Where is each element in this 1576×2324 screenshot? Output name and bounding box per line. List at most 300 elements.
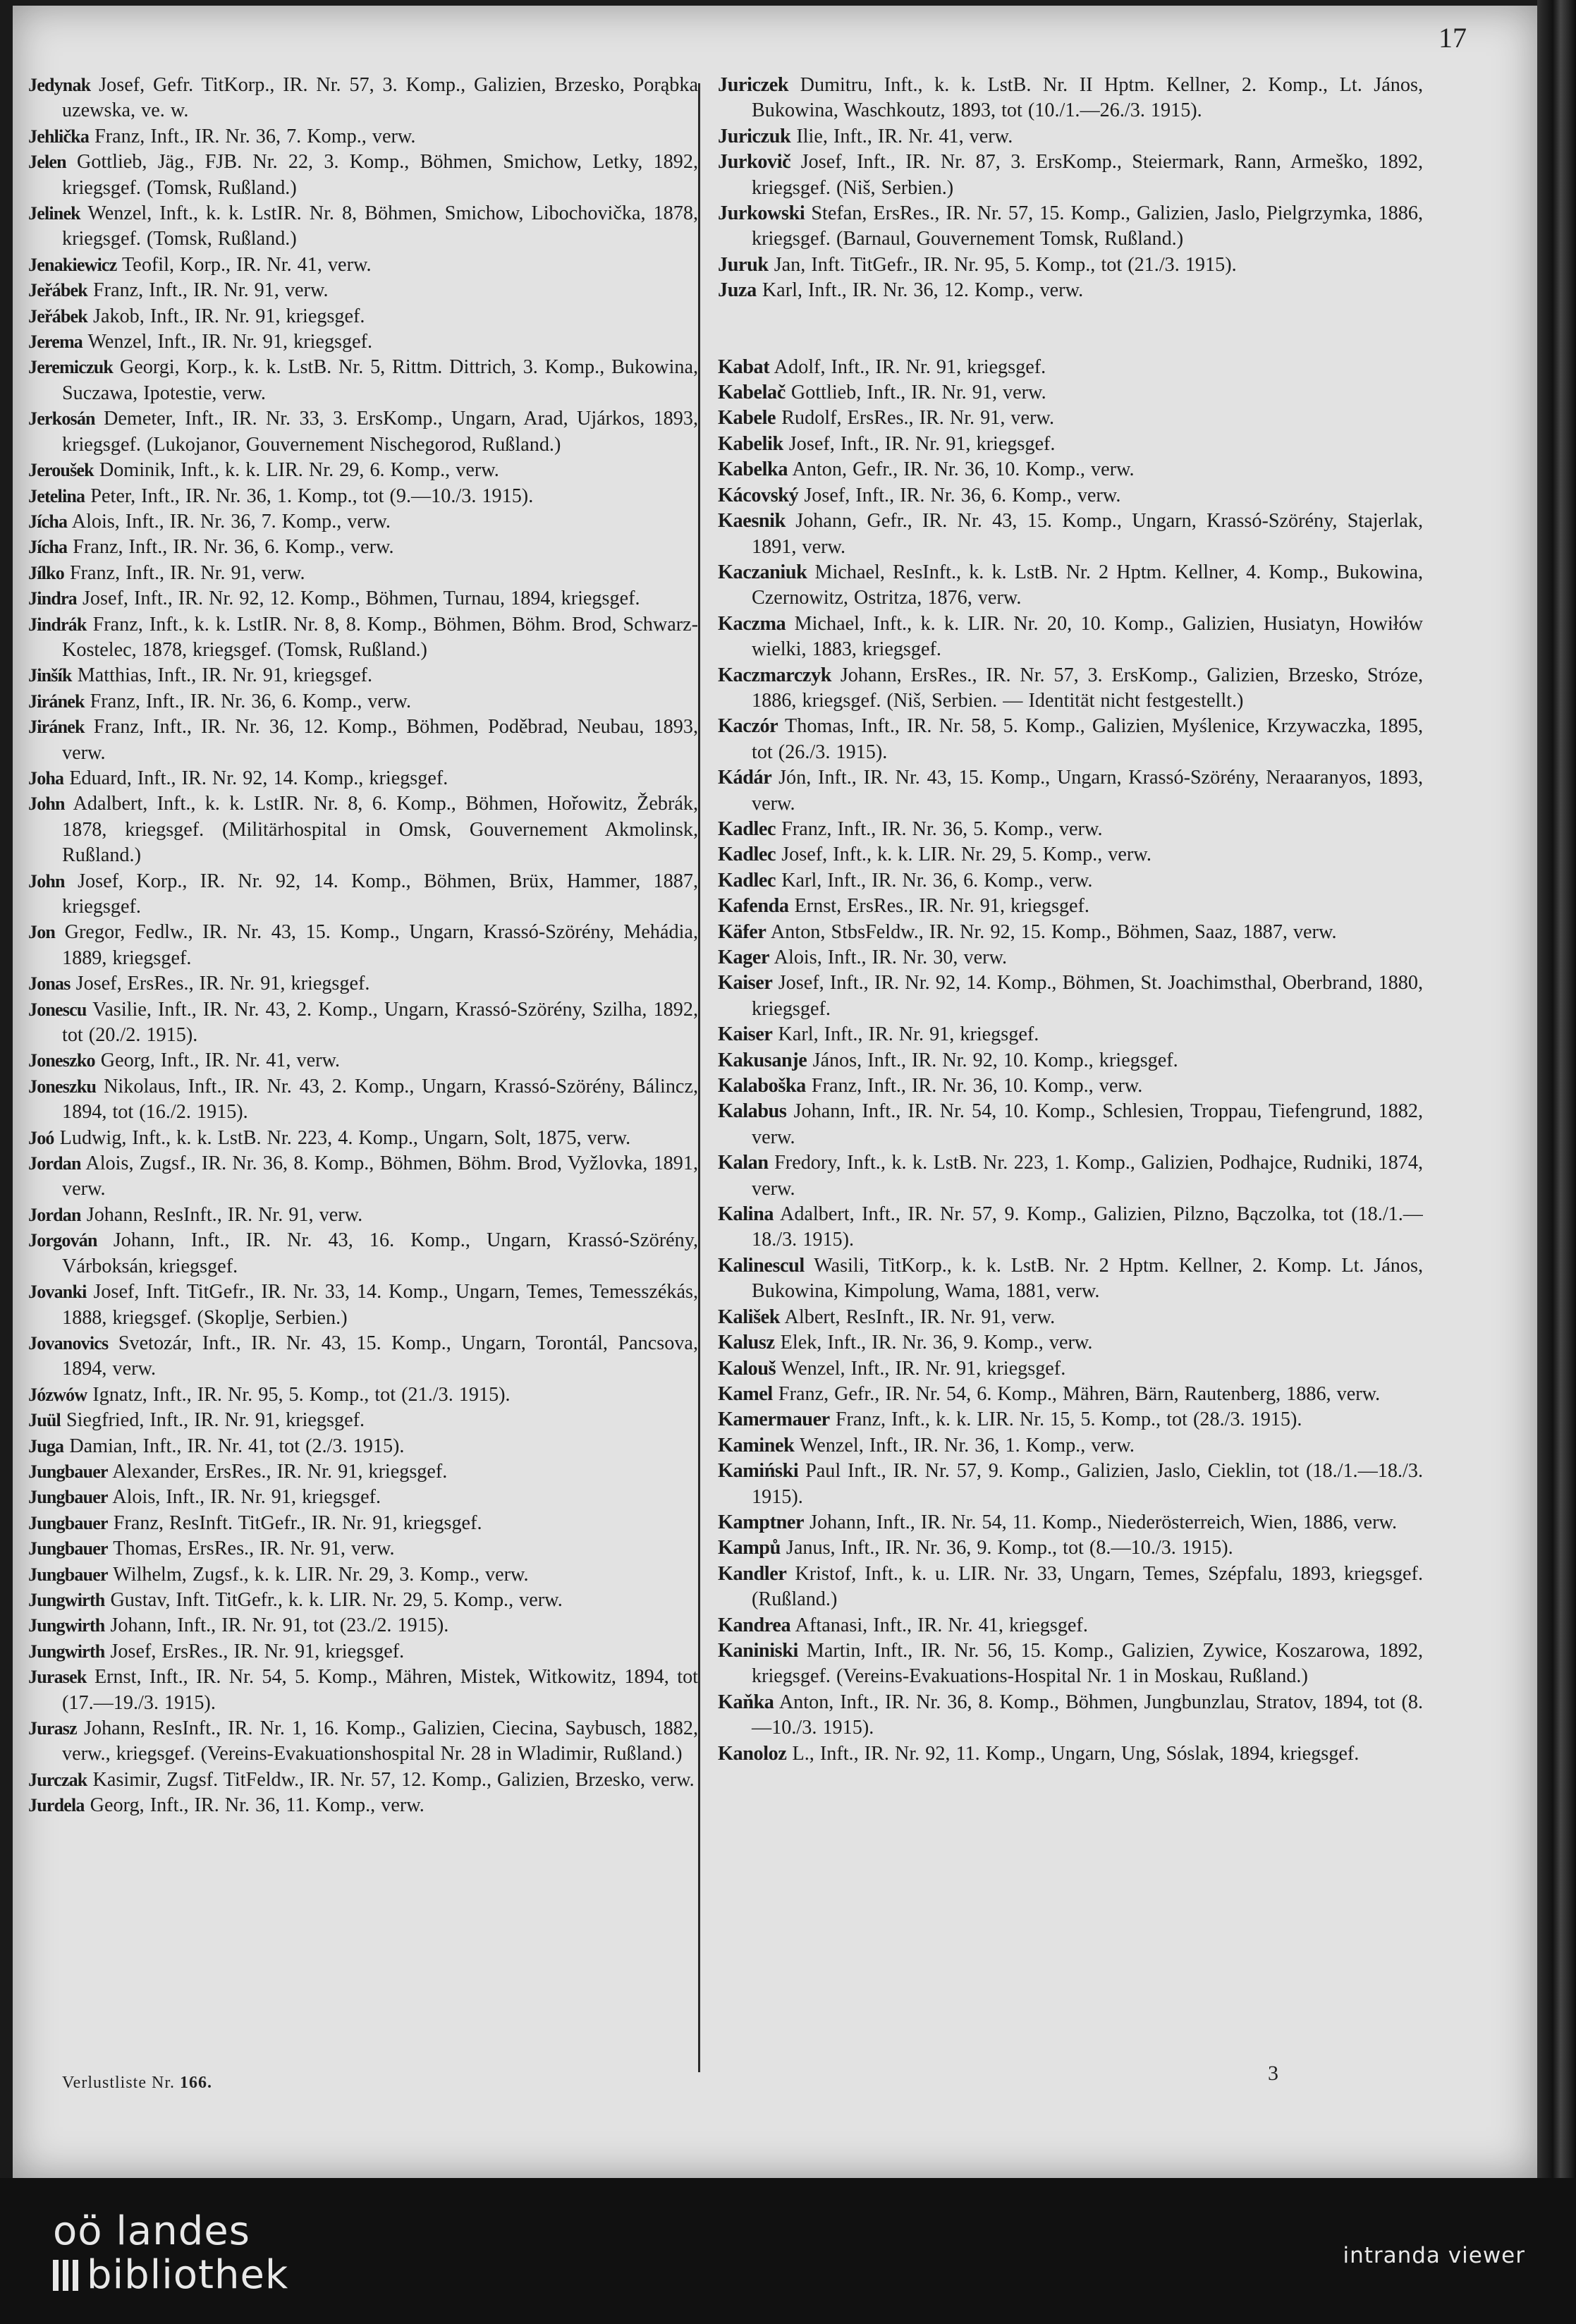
entry-details: Wasili, TitKorp., k. k. LstB. Nr. 2 Hptm. Kellner, 2. Komp. Lt. János, Bukowina, Kimpolung, Wama, 1881, verw.	[752, 1254, 1423, 1303]
entry-surname: Juül	[28, 1410, 61, 1431]
entry-surname: Käfer	[718, 920, 766, 943]
list-entry	[28, 1459, 698, 1485]
list-entry	[28, 458, 698, 483]
entry-surname: Kabat	[718, 355, 770, 378]
entry-details: János, Inft., IR. Nr. 92, 10. Komp., kriegsgef.	[807, 1049, 1178, 1071]
list-entry	[28, 791, 698, 868]
scanned-page	[13, 6, 1537, 2178]
entry-surname: Kaczór	[718, 715, 778, 738]
list-entry	[718, 432, 1423, 457]
list-entry	[718, 355, 1423, 380]
entry-surname: Kadlec	[718, 869, 776, 892]
entry-details: Franz, Inft., k. k. LIR. Nr. 15, 5. Komp., tot (28./3. 1915).	[829, 1409, 1302, 1431]
entry-details: Ernst, ErsRes., IR. Nr. 91, kriegsgef.	[788, 895, 1089, 918]
entry-details: Josef, Inft., IR. Nr. 87, 3. ErsKomp., Steiermark, Rann, Armeško, 1892, kriegsgef. (Niš, Serbien.)	[752, 151, 1423, 199]
list-entry	[718, 842, 1423, 868]
list-entry	[718, 1535, 1423, 1561]
entry-details: Georgi, Korp., k. k. LstB. Nr. 5, Rittm. Dittrich, 3. Komp., Bukowina, Suczawa, Ipotestie, verw.	[62, 356, 698, 404]
footer-list-number	[62, 2074, 212, 2093]
entry-surname: Jetelina	[28, 485, 85, 506]
list-entry	[28, 1126, 698, 1151]
entry-details: Kristof, Inft., k. u. LIR. Nr. 33, Ungarn, Temes, Szépfalu, 1893, kriegsgef. (Rußland.)	[752, 1562, 1423, 1611]
entry-surname: Jungwirth	[28, 1615, 105, 1636]
list-entry	[28, 509, 698, 535]
list-entry	[28, 1074, 698, 1126]
list-entry	[28, 1151, 698, 1203]
list-entry	[718, 1638, 1423, 1690]
entry-surname: Jungwirth	[28, 1641, 105, 1662]
entry-surname: Jeremiczuk	[28, 357, 114, 378]
entry-details: Gottlieb, Inft., IR. Nr. 91, verw.	[785, 382, 1046, 404]
entry-surname: Kadlec	[718, 817, 776, 840]
list-entry	[718, 945, 1423, 971]
entry-details: Johann, Inft., IR. Nr. 54, 10. Komp., Schlesien, Troppau, Tiefengrund, 1882, verw.	[752, 1100, 1423, 1148]
page-number: 17	[1438, 22, 1467, 54]
entry-details: Aftanasi, Inft., IR. Nr. 41, kriegsgef.	[790, 1614, 1088, 1636]
entry-details: Josef, Inft., IR. Nr. 36, 6. Komp., verw.	[798, 484, 1121, 506]
entry-surname: Kalabus	[718, 1100, 787, 1123]
entry-details: Franz, Inft., IR. Nr. 36, 12. Komp., Böhmen, Poděbrad, Neubau, 1893, verw.	[62, 716, 698, 764]
entry-details: Kasimir, Zugsf. TitFeldw., IR. Nr. 57, 12. Komp., Galizien, Brzesko, verw.	[87, 1768, 695, 1791]
entry-details: Josef, ErsRes., IR. Nr. 91, kriegsgef.	[70, 973, 370, 995]
entry-surname: Juruk	[718, 253, 769, 276]
entry-surname: Jungbauer	[28, 1487, 108, 1508]
list-entry	[28, 1536, 698, 1562]
entry-surname: Jindra	[28, 588, 77, 609]
list-entry	[28, 1511, 698, 1536]
list-entry	[28, 484, 698, 509]
logo-line2-row	[53, 2253, 288, 2297]
entry-surname: Kamptner	[718, 1511, 805, 1533]
entry-surname: Jungbauer	[28, 1538, 108, 1559]
entry-details: Elek, Inft., IR. Nr. 36, 9. Komp., verw.	[774, 1332, 1093, 1354]
entry-surname: John	[28, 870, 65, 892]
list-entry	[718, 1562, 1423, 1613]
entry-details: Josef, Inft., IR. Nr. 91, kriegsgef.	[783, 432, 1056, 455]
entry-surname: Kaesnik	[718, 510, 786, 533]
entry-details: Johann, Inft., IR. Nr. 54, 11. Komp., Niederösterreich, Wien, 1886, verw.	[804, 1511, 1398, 1533]
entry-surname: Kager	[718, 947, 770, 968]
entry-details: Georg, Inft., IR. Nr. 36, 11. Komp., verw.	[84, 1794, 424, 1817]
entry-details: Michael, ResInft., k. k. LstB. Nr. 2 Hptm. Kellner, 4. Komp., Bukowina, Czernowitz, Ostritza, 1876, verw.	[752, 561, 1423, 609]
list-entry	[28, 253, 698, 278]
viewer-label[interactable]: intranda viewer	[1343, 2243, 1525, 2268]
entry-surname: Jovanki	[28, 1282, 87, 1303]
list-entry	[718, 380, 1423, 406]
entry-surname: Juriczek	[718, 74, 789, 96]
entry-details: Franz, ResInft. TitGefr., IR. Nr. 91, kriegsgef.	[107, 1511, 482, 1534]
entry-surname: Joneszku	[28, 1076, 97, 1097]
list-entry	[718, 1073, 1423, 1099]
entry-details: Josef, ErsRes., IR. Nr. 91, kriegsgef.	[104, 1640, 405, 1662]
list-entry	[718, 1613, 1423, 1638]
entry-details: Georg, Inft., IR. Nr. 41, verw.	[94, 1050, 341, 1072]
list-entry	[28, 535, 698, 560]
entry-surname: Kádár	[718, 767, 772, 789]
entry-surname: Jon	[28, 922, 56, 943]
column-divider	[698, 83, 700, 2072]
footer-nr-label: Nr.	[152, 2074, 175, 2092]
entry-details: Paul Inft., IR. Nr. 57, 9. Komp., Galizien, Jaslo, Cieklin, tot (18./1.—18./3. 1915).	[752, 1460, 1423, 1508]
entry-details: Teofil, Korp., IR. Nr. 41, verw.	[116, 253, 372, 276]
entry-surname: Kalaboška	[718, 1075, 806, 1097]
entry-surname: Jurczak	[28, 1769, 87, 1790]
list-entry	[718, 457, 1423, 482]
entry-details: Ilie, Inft., IR. Nr. 41, verw.	[790, 125, 1013, 147]
footer-nr: 166.	[180, 2074, 212, 2092]
entry-details: Ernst, Inft., IR. Nr. 54, 5. Komp., Mähren, Mistek, Witkowitz, 1894, tot (17.—19./3. 1915).	[62, 1666, 698, 1714]
entry-surname: Kalan	[718, 1152, 769, 1174]
entry-surname: Kabelač	[718, 382, 786, 404]
entry-surname: Kampů	[718, 1537, 781, 1559]
entry-surname: Jovanovics	[28, 1332, 109, 1353]
entry-surname: Kališek	[718, 1306, 781, 1328]
entry-details: Karl, Inft., IR. Nr. 36, 12. Komp., verw.	[756, 279, 1084, 302]
entry-details: Franz, Inft., k. k. LstIR. Nr. 8, 8. Komp., Böhmen, Böhm. Brod, Schwarz-Kostelec, 1878, kriegsgef. (Tomsk, Rußland.)	[62, 613, 698, 661]
entry-surname: Kaniniski	[718, 1639, 798, 1662]
entry-surname: Kaiser	[718, 1023, 773, 1046]
entry-surname: Juza	[718, 279, 757, 302]
entry-surname: Jonescu	[28, 999, 87, 1020]
list-entry	[718, 765, 1423, 817]
entry-surname: Jungbauer	[28, 1461, 108, 1482]
entry-details: Karl, Inft., IR. Nr. 91, kriegsgef.	[772, 1023, 1039, 1046]
entry-surname: Kabele	[718, 407, 776, 430]
entry-details: Anton, Gefr., IR. Nr. 36, 10. Komp., verw.	[788, 458, 1135, 481]
list-entry	[28, 1408, 698, 1433]
entry-surname: Kadlec	[718, 844, 776, 866]
list-entry	[718, 1099, 1423, 1150]
list-entry	[718, 1022, 1423, 1047]
entry-surname: Joó	[28, 1127, 54, 1148]
entry-details: Gregor, Fedlw., IR. Nr. 43, 15. Komp., Ungarn, Krassó-Szörény, Mehádia, 1889, kriegsgef.	[55, 921, 698, 969]
entry-details: Wenzel, Inft., IR. Nr. 91, kriegsgef.	[83, 331, 373, 353]
list-entry	[718, 509, 1423, 560]
list-entry	[28, 663, 698, 688]
list-entry	[28, 766, 698, 791]
entry-details: Franz, Gefr., IR. Nr. 54, 6. Komp., Mähren, Bärn, Rautenberg, 1886, verw.	[772, 1382, 1381, 1405]
list-entry	[718, 1305, 1423, 1330]
entry-surname: Kalouš	[718, 1357, 776, 1380]
list-entry	[28, 1716, 698, 1768]
entry-details: Eduard, Inft., IR. Nr. 92, 14. Komp., kriegsgef.	[63, 767, 448, 789]
entry-details: Alois, Inft., IR. Nr. 30, verw.	[769, 947, 1008, 968]
list-entry	[28, 612, 698, 664]
entry-surname: Jeřábek	[28, 280, 87, 301]
entry-details: Fredory, Inft., k. k. LstB. Nr. 223, 1. Komp., Galizien, Podhajce, Rudniki, 1874, verw.	[752, 1152, 1423, 1200]
entry-details: Adalbert, Inft., IR. Nr. 57, 9. Komp., Galizien, Pilzno, Bączolka, tot (18./1.—18./3. 1915).	[752, 1203, 1423, 1251]
logo-line1: oö landes	[53, 2208, 250, 2254]
list-entry	[28, 689, 698, 714]
entry-details: Johann, ErsRes., IR. Nr. 57, 3. ErsKomp., Galizien, Brzesko, Stróze, 1886, kriegsgef. (Niš, Serbien. — Identität nicht festgestellt.)	[752, 664, 1423, 712]
entry-details: Wenzel, Inft., IR. Nr. 36, 1. Komp., verw.	[794, 1434, 1135, 1456]
list-entry	[718, 894, 1423, 919]
list-entry	[718, 817, 1423, 842]
entry-details: Dominik, Inft., k. k. LIR. Nr. 29, 6. Komp., verw.	[93, 459, 499, 482]
entry-details: Jón, Inft., IR. Nr. 43, 15. Komp., Ungarn, Krassó-Szörény, Neraaranyos, 1893, verw.	[752, 767, 1423, 815]
entry-surname: Jungbauer	[28, 1512, 108, 1533]
entry-surname: Józwów	[28, 1384, 87, 1405]
list-entry	[718, 560, 1423, 612]
entry-details: Stefan, ErsRes., IR. Nr. 57, 15. Komp., Galizien, Jaslo, Pielgrzymka, 1886, kriegsgef. (Barnaul, Gouvernement Tomsk, Rußland.)	[752, 202, 1423, 250]
entry-details: Nikolaus, Inft., IR. Nr. 43, 2. Komp., Ungarn, Krassó-Szörény, Bálincz, 1894, tot (16./2. 1915).	[62, 1075, 698, 1124]
entry-surname: Kaminek	[718, 1434, 795, 1456]
list-entry	[718, 1690, 1423, 1741]
entry-surname: Kamel	[718, 1382, 773, 1405]
entry-details: Franz, Inft., IR. Nr. 91, verw.	[87, 279, 329, 302]
list-entry	[28, 714, 698, 766]
list-entry	[28, 406, 698, 458]
list-entry	[718, 1202, 1423, 1253]
entry-surname: Kamiński	[718, 1460, 799, 1483]
entry-details: Franz, Inft., IR. Nr. 36, 10. Komp., verw.	[805, 1075, 1143, 1097]
entry-details: Gottlieb, Jäg., FJB. Nr. 22, 3. Komp., Böhmen, Smichow, Letky, 1892, kriegsgef. (Tomsk, Rußland.)	[62, 151, 698, 199]
entry-surname: Jedynak	[28, 75, 91, 95]
entry-surname: Jiránek	[28, 690, 85, 712]
entry-surname: Kanoloz	[718, 1742, 787, 1765]
entry-details: Franz, Inft., IR. Nr. 36, 6. Komp., verw.	[84, 690, 411, 712]
list-entry	[28, 1768, 698, 1793]
entry-details: Damian, Inft., IR. Nr. 41, tot (2./3. 1915).	[63, 1435, 405, 1457]
entry-details: Johann, Inft., IR. Nr. 91, tot (23./2. 1915).	[104, 1614, 449, 1637]
entry-surname: Kácovský	[718, 484, 799, 506]
entry-surname: Jenakiewicz	[28, 254, 117, 275]
entry-surname: Kabelka	[718, 458, 788, 481]
left-column	[28, 73, 698, 2118]
list-entry	[718, 483, 1423, 509]
list-entry	[718, 1407, 1423, 1432]
logo-line2: bibliothek	[87, 2252, 289, 2298]
entry-surname: Joneszko	[28, 1050, 95, 1071]
list-entry	[718, 612, 1423, 663]
list-entry	[28, 124, 698, 150]
list-entry	[718, 663, 1423, 714]
entry-surname: Jonas	[28, 973, 71, 994]
entry-details: Anton, StbsFeldw., IR. Nr. 92, 15. Komp., Böhmen, Saaz, 1887, verw.	[766, 920, 1337, 943]
entry-surname: Kalusz	[718, 1332, 775, 1354]
list-entry	[28, 201, 698, 253]
list-entry	[718, 868, 1423, 894]
entry-surname: Kaczmarczyk	[718, 664, 832, 686]
signature-mark: 3	[1268, 2062, 1278, 2085]
entry-surname: Jehlička	[28, 126, 90, 147]
entry-surname: Kaňka	[718, 1691, 774, 1713]
entry-details: Josef, Inft., IR. Nr. 92, 12. Komp., Böhmen, Turnau, 1894, kriegsgef.	[76, 588, 640, 610]
entry-surname: Jurasz	[28, 1718, 77, 1739]
list-entry	[718, 971, 1423, 1022]
entry-details: Adalbert, Inft., k. k. LstIR. Nr. 8, 6. Komp., Böhmen, Hořowitz, Žebrák, 1878, kriegsgef. (Militärhospital in Omsk, Gouvernement Akmolinsk, Rußland.)	[62, 793, 698, 867]
list-entry	[718, 1356, 1423, 1382]
entry-details: Franz, Inft., IR. Nr. 36, 6. Komp., verw.	[67, 536, 394, 559]
entry-details: Rudolf, ErsRes., IR. Nr. 91, verw.	[776, 407, 1054, 430]
list-entry	[718, 1150, 1423, 1202]
list-entry	[28, 920, 698, 971]
entry-surname: Kalina	[718, 1203, 774, 1226]
list-entry	[718, 1048, 1423, 1073]
list-entry	[28, 1048, 698, 1073]
list-entry	[28, 329, 698, 355]
entry-details: Janus, Inft., IR. Nr. 36, 9. Komp., tot (8.—10./3. 1915).	[780, 1537, 1233, 1559]
list-entry	[718, 1510, 1423, 1535]
list-entry	[28, 1434, 698, 1459]
entry-details: Josef, Korp., IR. Nr. 92, 14. Komp., Böhmen, Brüx, Hammer, 1887, kriegsgef.	[62, 870, 698, 918]
entry-surname: Jiránek	[28, 717, 85, 738]
entry-surname: Jurdela	[28, 1795, 85, 1816]
entry-details: Matthias, Inft., IR. Nr. 91, kriegsgef.	[71, 664, 373, 687]
list-entry	[718, 150, 1423, 201]
entry-details: Johann, Gefr., IR. Nr. 43, 15. Komp., Ungarn, Krassó-Szörény, Stajerlak, 1891, verw.	[752, 510, 1423, 558]
list-entry	[28, 1665, 698, 1716]
entry-surname: Jeřábek	[28, 305, 87, 327]
entry-surname: Jeroušek	[28, 460, 94, 481]
list-entry	[718, 1382, 1423, 1407]
list-entry	[28, 278, 698, 303]
entry-details: Wenzel, Inft., IR. Nr. 91, kriegsgef.	[776, 1357, 1066, 1380]
entry-surname: Jerema	[28, 331, 83, 353]
entry-surname: Jurasek	[28, 1667, 87, 1688]
entry-details: Alois, Inft., IR. Nr. 91, kriegsgef.	[107, 1486, 381, 1509]
list-entry	[718, 278, 1423, 303]
entry-details: Johann, ResInft., IR. Nr. 1, 16. Komp., Galizien, Ciecina, Saybusch, 1882, verw., kriegsgef. (Vereins-Evakuationshospital Nr. 28 in Wladimir, Rußland.)	[62, 1717, 698, 1765]
list-entry	[718, 1433, 1423, 1459]
list-entry	[718, 201, 1423, 253]
entry-surname: Kandler	[718, 1562, 787, 1585]
entry-surname: Kalinescul	[718, 1254, 805, 1277]
entry-surname: Kabelik	[718, 432, 783, 455]
list-entry	[28, 1793, 698, 1818]
list-entry	[718, 1253, 1423, 1305]
list-entry	[28, 869, 698, 920]
entry-details: Johann, Inft., IR. Nr. 43, 16. Komp., Ungarn, Krassó-Szörény, Várboksán, kriegsgef.	[62, 1229, 698, 1277]
entry-details: Alois, Inft., IR. Nr. 36, 7. Komp., verw.	[67, 510, 391, 533]
list-entry	[718, 714, 1423, 765]
entry-surname: Kafenda	[718, 895, 789, 918]
entry-details: Ignatz, Inft., IR. Nr. 95, 5. Komp., tot (21./3. 1915).	[87, 1383, 511, 1406]
entry-details: Peter, Inft., IR. Nr. 36, 1. Komp., tot (9.—10./3. 1915).	[85, 485, 534, 507]
entry-surname: Jungwirth	[28, 1589, 105, 1610]
entry-details: Svetozár, Inft., IR. Nr. 43, 15. Komp., Ungarn, Torontál, Pancsova, 1894, verw.	[62, 1332, 698, 1380]
entry-details: Josef, Inft. TitGefr., IR. Nr. 33, 14. Komp., Ungarn, Temes, Temesszékás, 1888, kriegsgef. (Skoplje, Serbien.)	[62, 1281, 698, 1329]
entry-details: Jan, Inft. TitGefr., IR. Nr. 95, 5. Komp., tot (21./3. 1915).	[768, 253, 1237, 276]
list-entry	[718, 1330, 1423, 1356]
entry-surname: Kaiser	[718, 972, 773, 994]
entry-surname: Kamermauer	[718, 1409, 830, 1431]
entry-details: Siegfried, Inft., IR. Nr. 91, kriegsgef.	[60, 1409, 365, 1432]
entry-details: Wilhelm, Zugsf., k. k. LIR. Nr. 29, 3. Komp., verw.	[107, 1563, 529, 1586]
entry-surname: Juga	[28, 1435, 64, 1456]
entry-surname: Jílko	[28, 562, 64, 583]
entry-details: Thomas, Inft., IR. Nr. 58, 5. Komp., Galizien, Myślenice, Krzywaczka, 1895, tot (26./3. 1915).	[752, 715, 1423, 763]
entry-surname: Jurkovič	[718, 151, 791, 174]
list-entry	[28, 561, 698, 586]
right-column	[718, 73, 1423, 2118]
list-entry	[28, 1613, 698, 1638]
list-entry	[28, 1485, 698, 1510]
entry-details: Wenzel, Inft., k. k. LstIR. Nr. 8, Böhmen, Smichow, Libochovička, 1878, kriegsgef. (Tomsk, Rußland.)	[62, 202, 698, 250]
entry-surname: Jelinek	[28, 203, 80, 224]
entry-surname: John	[28, 793, 65, 815]
list-entry	[718, 406, 1423, 431]
list-entry	[28, 1331, 698, 1382]
list-entry	[28, 304, 698, 329]
entry-details: Ludwig, Inft., k. k. LstB. Nr. 223, 4. Komp., Ungarn, Solt, 1875, verw.	[54, 1126, 631, 1149]
list-entry	[28, 1562, 698, 1588]
list-entry	[28, 997, 698, 1049]
list-entry	[718, 1459, 1423, 1510]
entry-details: Franz, Inft., IR. Nr. 36, 5. Komp., verw.	[776, 817, 1103, 840]
list-entry	[718, 920, 1423, 945]
entry-surname: Juriczuk	[718, 125, 791, 147]
list-entry	[28, 355, 698, 406]
entry-details: Vasilie, Inft., IR. Nr. 43, 2. Komp., Ungarn, Krassó-Szörény, Szilha, 1892, tot (20./2. 1915).	[62, 998, 698, 1047]
list-entry	[28, 586, 698, 612]
entry-details: Michael, Inft., k. k. LIR. Nr. 20, 10. Komp., Galizien, Husiatyn, Howiłów wielki, 1883, kriegsgef.	[752, 612, 1423, 661]
footer-label: Verlustliste	[62, 2074, 147, 2092]
list-entry	[28, 971, 698, 997]
entry-details: Josef, Inft., k. k. LIR. Nr. 29, 5. Komp., verw.	[776, 844, 1152, 866]
entry-surname: Kaczaniuk	[718, 561, 807, 583]
entry-details: Martin, Inft., IR. Nr. 56, 15. Komp., Galizien, Zywice, Koszarowa, 1892, kriegsgef. (Vereins-Evakuations-Hospital Nr. 1 in Moskau, Rußland.)	[752, 1639, 1423, 1688]
entry-details: Josef, Inft., IR. Nr. 92, 14. Komp., Böhmen, St. Joachimsthal, Oberbrand, 1880, kriegsgef.	[752, 972, 1423, 1020]
entry-surname: Jordan	[28, 1204, 81, 1225]
list-entry	[28, 1279, 698, 1331]
entry-details: Karl, Inft., IR. Nr. 36, 6. Komp., verw.	[776, 869, 1093, 892]
entry-surname: Kakusanje	[718, 1049, 807, 1071]
entry-surname: Kaczma	[718, 612, 786, 635]
entry-surname: Jurkowski	[718, 202, 805, 225]
entry-details: Jakob, Inft., IR. Nr. 91, kriegsgef.	[87, 305, 365, 327]
entry-surname: Jícha	[28, 537, 68, 558]
entry-details: Franz, Inft., IR. Nr. 36, 7. Komp., verw.	[89, 125, 416, 147]
list-entry	[28, 1203, 698, 1228]
entry-details: Anton, Inft., IR. Nr. 36, 8. Komp., Böhmen, Jungbunzlau, Stratov, 1894, tot (8.—10./3. 1915).	[752, 1691, 1423, 1739]
entry-surname: Jindrák	[28, 614, 87, 635]
entry-surname: Joha	[28, 767, 64, 789]
entry-surname: Jerkosán	[28, 408, 95, 430]
entry-details: Adolf, Inft., IR. Nr. 91, kriegsgef.	[769, 355, 1046, 378]
entry-surname: Jelen	[28, 152, 66, 173]
entry-details: Dumitru, Inft., k. k. LstB. Nr. II Hptm. Kellner, 2. Komp., Lt. János, Bukowina, Waschkoutz, 1893, tot (10./1.—26./3. 1915).	[752, 74, 1423, 122]
logo-bars-icon	[53, 2260, 78, 2291]
list-entry	[28, 1228, 698, 1279]
entry-surname: Jungbauer	[28, 1564, 108, 1585]
entry-details: Alois, Zugsf., IR. Nr. 36, 8. Komp., Böhmen, Böhm. Brod, Vyžlovka, 1891, verw.	[62, 1152, 698, 1200]
list-entry	[718, 1741, 1423, 1767]
entry-details: Alexander, ErsRes., IR. Nr. 91, kriegsgef.	[107, 1460, 448, 1483]
list-entry	[718, 73, 1423, 124]
entry-details: Josef, Gefr. TitKorp., IR. Nr. 57, 3. Komp., Galizien, Brzesko, Porąbka uzewska, ve. w.	[62, 74, 698, 122]
library-logo[interactable]	[53, 2210, 288, 2297]
list-entry	[28, 73, 698, 124]
list-entry	[28, 150, 698, 201]
entry-surname: Jorgován	[28, 1230, 97, 1251]
entry-details: L., Inft., IR. Nr. 92, 11. Komp., Ungarn, Ung, Sóslak, 1894, kriegsgef.	[786, 1742, 1360, 1765]
entry-details: Franz, Inft., IR. Nr. 91, verw.	[63, 561, 305, 584]
entry-surname: Kandrea	[718, 1614, 791, 1636]
entry-details: Albert, ResInft., IR. Nr. 91, verw.	[780, 1306, 1056, 1328]
entry-details: Gustav, Inft. TitGefr., k. k. LIR. Nr. 29, 5. Komp., verw.	[104, 1588, 563, 1611]
entry-details: Demeter, Inft., IR. Nr. 33, 3. ErsKomp., Ungarn, Arad, Ujárkos, 1893, kriegsgef. (Lukojanor, Gouvernement Nischegorod, Rußland.)	[62, 408, 698, 456]
list-entry	[28, 1639, 698, 1665]
entry-surname: Jinšík	[28, 665, 72, 686]
list-entry	[718, 253, 1423, 278]
entry-surname: Jícha	[28, 511, 68, 532]
list-entry	[28, 1588, 698, 1613]
entry-details: Thomas, ErsRes., IR. Nr. 91, verw.	[107, 1538, 395, 1560]
entry-details: Johann, ResInft., IR. Nr. 91, verw.	[80, 1203, 363, 1226]
list-entry	[718, 124, 1423, 150]
book-edge	[1537, 0, 1576, 2178]
